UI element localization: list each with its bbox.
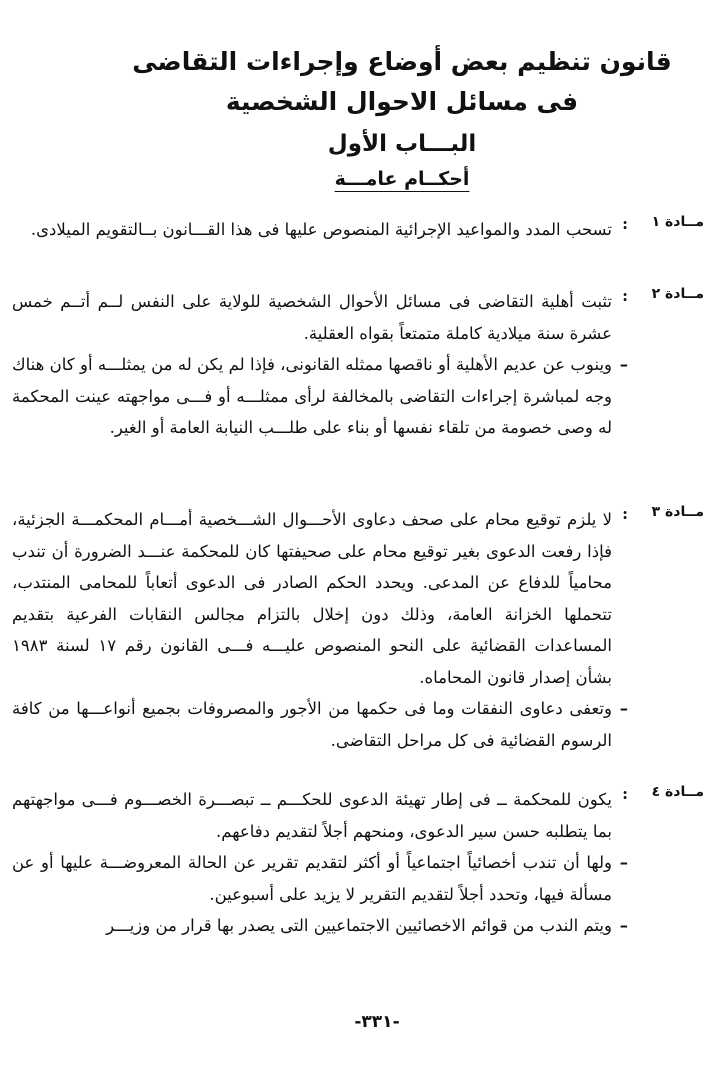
- article-label: مــادة ٢: [651, 286, 704, 302]
- dash-paragraph: [12, 847, 628, 910]
- article-label: مــادة ٤: [651, 784, 704, 800]
- dash-marker: –: [619, 699, 628, 718]
- part-heading: البـــاب الأول: [327, 131, 477, 157]
- article-label: مــادة ٣: [651, 504, 704, 520]
- dash-paragraph: [12, 693, 628, 756]
- article-body: [12, 286, 628, 444]
- document-header: [0, 42, 724, 194]
- article-paragraph: ويتم الندب من قوائم الاخصائيين الاجتماعيين التى يصدر بها قرار من وزيـــر: [106, 916, 612, 935]
- article-paragraph: تثبت أهلية التقاضى فى مسائل الأحوال الشخصية للولاية على النفس لــم أتــم خمس عشرة سنة ميلادية كاملة متمتعاً بقواه العقلية.: [12, 292, 612, 343]
- article-label: مــادة ١: [651, 214, 704, 230]
- dash-marker: –: [619, 355, 628, 374]
- law-title-line-2: فى مسائل الاحوال الشخصية: [225, 87, 579, 116]
- dash-paragraph: [12, 349, 628, 444]
- article-paragraph: وتعفى دعاوى النفقات وما فى حكمها من الأجور والمصروفات بجميع أنواعـــها من كافة الرسوم القضائية فى كل مراحل التقاضى.: [12, 699, 612, 750]
- article-paragraph: لا يلزم توقيع محام على صحف دعاوى الأحـــوال الشـــخصية أمـــام المحكمـــة الجزئية، فإذا رفعت الدعوى بغير توقيع محام على صحيفتها كان للمحكمة عنـــد الضرورة أن تندب محامياً للدفاع عن المدعى. ويحدد الحكم الصادر فى الدعوى أتعاباً للمحامى المنتدب، تتحملها الخزانة العامة، وذلك دون إخلال بالتزام مجالس النقابات الفرعية بتقديم المساعدات القضائية على النحو المنصوص عليـــه فـــى القانون رقم ١٧ لسنة ١٩٨٣ بشأن إصدار قانون المحاماه.: [12, 510, 613, 687]
- article-body: [12, 214, 612, 246]
- article-paragraph: تسحب المدد والمواعيد الإجرائية المنصوص عليها فى هذا القـــانون بــالتقويم الميلادى.: [30, 220, 612, 239]
- article-body: [12, 784, 628, 942]
- article-paragraph: يكون للمحكمة ــ فى إطار تهيئة الدعوى للحكـــم ــ تبصـــرة الخصـــوم فـــى مواجهتهم بما يتطلبه حسن سير الدعوى، ومنحهم أجلاً لتقديم دفاعهم.: [12, 790, 612, 841]
- page-number: -٣٣١-: [354, 1012, 400, 1032]
- article-paragraph: وينوب عن عديم الأهلية أو ناقصها ممثله القانونى، فإذا لم يكن له من يمثلـــه أو كان هناك وجه لمباشرة إجراءات التقاضى بالمخالفة لرأى ممثلـــه أو فـــى مواجهته عينت المحكمة له وصى خصومة من تلقاء نفسها أو بناء على طلـــب النيابة العامة أو الغير.: [12, 355, 612, 437]
- article-paragraph: ولها أن تندب أخصائياً اجتماعياً أو أكثر لتقديم تقرير عن الحالة المعروضـــة عليها أو عن مسألة فيها، وتحدد أجلاً لتقديم التقرير لا يزيد على أسبوعين.: [12, 853, 612, 904]
- article-colon: :: [622, 214, 628, 233]
- article-colon: :: [622, 504, 628, 523]
- article-colon: :: [622, 286, 628, 305]
- page-number-footer: [0, 1012, 724, 1032]
- article-colon: :: [622, 784, 628, 803]
- dash-marker: –: [619, 853, 628, 872]
- article-body: [12, 504, 628, 756]
- section-heading: أحكــام عامـــة: [334, 168, 470, 190]
- dash-marker: –: [619, 916, 628, 935]
- dash-paragraph: [12, 910, 628, 942]
- law-title-line-1: قانون تنظيم بعض أوضاع وإجراءات التقاضى: [132, 47, 672, 76]
